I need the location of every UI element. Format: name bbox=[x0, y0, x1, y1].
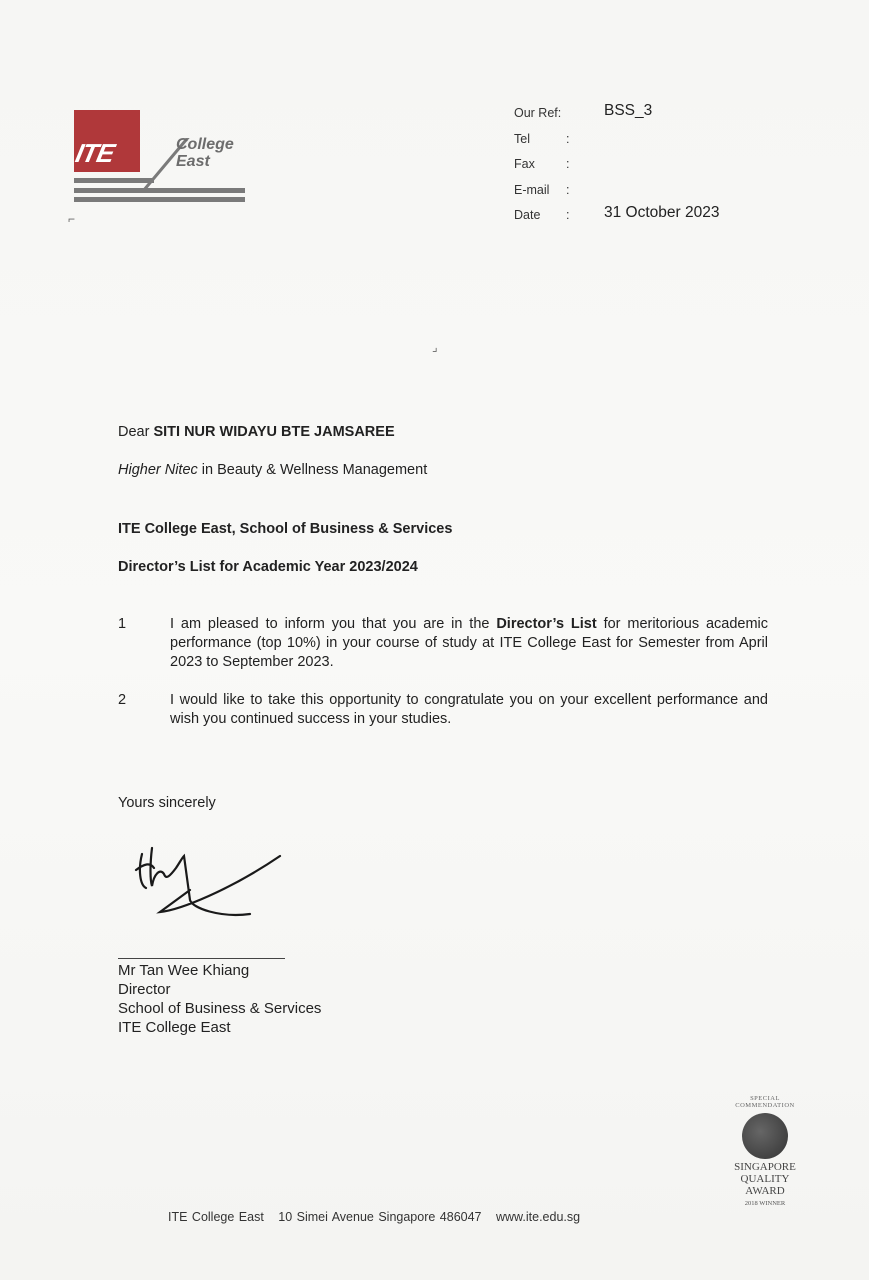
award-arc-text: SPECIAL COMMENDATION bbox=[735, 1095, 795, 1109]
paragraph-number: 1 bbox=[118, 616, 127, 632]
address-window-mark: ⌐ bbox=[68, 212, 76, 226]
paragraph-body bbox=[170, 691, 768, 729]
course-name: in Beauty & Wellness Management bbox=[197, 462, 428, 478]
logo-bar bbox=[74, 178, 154, 183]
award-line1: SINGAPORE bbox=[734, 1161, 796, 1173]
logo-text bbox=[176, 136, 234, 170]
singapore-quality-award-badge bbox=[720, 1095, 810, 1207]
signer-school: School of Business & Services bbox=[118, 1000, 322, 1017]
salutation-prefix: Dear bbox=[118, 424, 154, 440]
colon: : bbox=[566, 157, 570, 171]
closing: Yours sincerely bbox=[118, 795, 216, 811]
award-line3: AWARD bbox=[745, 1185, 785, 1197]
paragraph-bold-text: Director’s List bbox=[496, 616, 597, 632]
paragraph-1 bbox=[118, 615, 768, 672]
heading-school: ITE College East, School of Business & Services bbox=[118, 521, 453, 537]
paragraph-text: I am pleased to inform you that you are in the bbox=[170, 616, 497, 632]
signature-line bbox=[118, 958, 285, 959]
tel-label: Tel bbox=[514, 131, 530, 146]
award-line2: QUALITY bbox=[740, 1173, 790, 1185]
logo-line2: East bbox=[176, 153, 210, 170]
logo-line1: College bbox=[176, 136, 234, 153]
course-line bbox=[118, 462, 427, 478]
signer-title: Director bbox=[118, 981, 171, 998]
paragraph-2 bbox=[118, 691, 768, 729]
ite-college-east-logo bbox=[72, 108, 247, 198]
signature bbox=[130, 840, 290, 930]
signer-name: Mr Tan Wee Khiang bbox=[118, 962, 250, 979]
lion-head-icon bbox=[742, 1113, 788, 1159]
date-label: Date bbox=[514, 208, 541, 222]
logo-mark: ITE bbox=[72, 138, 117, 168]
email-label: E-mail bbox=[514, 182, 550, 197]
date-value: 31 October 2023 bbox=[604, 204, 720, 221]
colon: : bbox=[566, 131, 570, 146]
paragraph-text: I would like to take this opportunity to congratulate you on your excellent performance and wish you continued success in your studies. bbox=[170, 692, 768, 727]
paragraph-number: 2 bbox=[118, 692, 127, 708]
recipient-name: SITI NUR WIDAYU BTE JAMSAREE bbox=[153, 424, 395, 440]
footer bbox=[168, 1210, 590, 1224]
logo-bar bbox=[74, 188, 245, 193]
colon: : bbox=[566, 208, 570, 222]
paragraph-text: for meritorious academic performance (top 10%) in your course of study at ITE College East for Semester from April 2023 to September 2023. bbox=[170, 616, 769, 670]
course-level: Higher Nitec bbox=[118, 462, 198, 478]
signer-college: ITE College East bbox=[118, 1019, 231, 1036]
award-winner: 2018 WINNER bbox=[744, 1200, 786, 1207]
colon: : bbox=[566, 182, 570, 197]
ref-label: Our Ref: bbox=[514, 106, 562, 120]
fax-label: Fax bbox=[514, 157, 535, 171]
paragraph-body bbox=[170, 615, 768, 672]
salutation bbox=[118, 424, 395, 440]
address-window-mark: ⌟ bbox=[432, 340, 438, 354]
ref-value: BSS_3 bbox=[604, 102, 653, 119]
footer-website: www.ite.edu.sg bbox=[496, 1210, 581, 1224]
heading-directors-list: Director’s List for Academic Year 2023/2024 bbox=[118, 559, 418, 575]
footer-address: 10 Simei Avenue Singapore 486047 bbox=[278, 1210, 482, 1224]
logo-bar bbox=[74, 197, 245, 202]
footer-college: ITE College East bbox=[168, 1210, 264, 1224]
signer-block bbox=[118, 961, 321, 1037]
